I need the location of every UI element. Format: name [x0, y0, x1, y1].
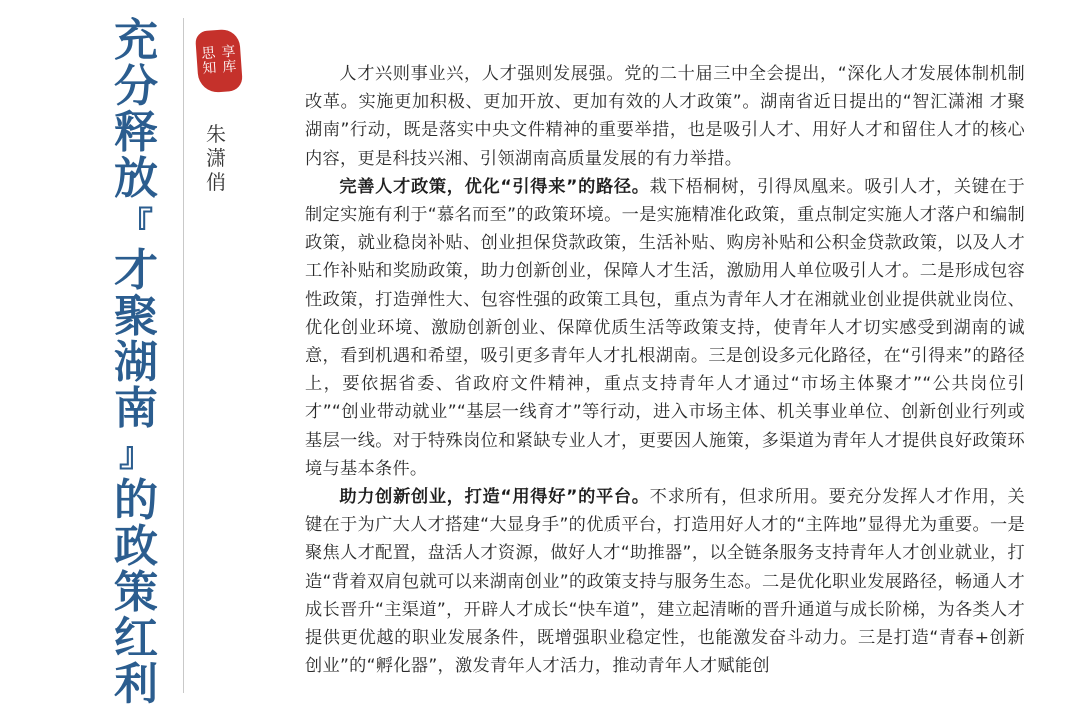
- paragraph-text: 栽下梧桐树，引得凤凰来。吸引人才，关键在于制定实施有利于“慕名而至”的政策环境。一是实施精准化政策，重点制定实施人才落户和编制政策，就业稳岗补贴、创业担保贷款政策，生活补贴、购房补贴和公积金贷款政策，以及人才工作补贴和奖励政策，助力创新创业，保障人才生活，激励用人单位吸引人才。二是形成包容性政策，打造弹性大、包容性强的政策工具包，重点为青年人才在湘就业创业提供就业岗位、优化创业环境、激励创新创业、保障优质生活等政策支持，使青年人才切实感受到湖南的诚意，看到机遇和希望，吸引更多青年人才扎根湖南。三是创设多元化路径，在“引得来”的路径上，要依据省委、省政府文件精神，重点支持青年人才通过“市场主体聚才”“公共岗位引才”“创业带动就业”“基层一线育才”等行动，进入市场主体、机关事业单位、创新创业行列或基层一线。对于特殊岗位和紧缺专业人才，更要因人施策，多渠道为青年人才提供良好政策环境与基本条件。: [305, 176, 1025, 479]
- title-char: 策: [114, 567, 158, 618]
- paragraph-text: 不求所有，但求所用。要充分发挥人才作用，关键在于为广大人才搭建“大显身手”的优质平台，打造用好人才的“主阵地”显得尤为重要。一是聚焦人才配置，盘活人才资源，做好人才“助推器”，以全链条服务支持青年人才创业就业，打造“背着双肩包就可以来湖南创业”的政策支持与服务生态。二是优化职业发展路径，畅通人才成长晋升“主渠道”，开辟人才成长“快车道”，建立起清晰的晋升通道与成长阶梯，为各类人才提供更优越的职业发展条件，既增强职业稳定性，也能激发奋斗动力。三是打造“青春+创新创业”的“孵化器”，激发青年人才活力，推动青年人才赋能创: [305, 487, 1025, 677]
- title-char: 分: [114, 61, 158, 112]
- author-char: 俏: [206, 170, 226, 194]
- paragraph-platform: [305, 483, 1025, 680]
- title-char: 湖: [114, 337, 158, 388]
- title-char: 『: [119, 205, 153, 245]
- title-char: 政: [114, 521, 158, 572]
- paragraph-text: 人才兴则事业兴，人才强则发展强。党的二十届三中全会提出，“深化人才发展体制机制改革。实施更加积极、更加开放、更加有效的人才政策”。湖南省近日提出的“智汇潇湘 才聚湖南”行动，既是落实中央文件精神的重要举措，也是吸引人才、用好人才和留住人才的核心内容，更是科技兴湘、引领湖南高质量发展的有力举措。: [305, 64, 1025, 169]
- vertical-divider: [183, 18, 184, 693]
- section-heading: 助力创新创业，打造“用得好”的平台。: [339, 487, 650, 508]
- article-title: [112, 15, 160, 710]
- title-char: 南: [114, 383, 158, 434]
- author-char: 潇: [206, 146, 226, 170]
- seal-char: 思: [200, 45, 217, 63]
- title-char: 聚: [114, 291, 158, 342]
- section-heading: 完善人才政策，优化“引得来”的路径。: [339, 176, 650, 197]
- paragraph-policy: [305, 173, 1025, 483]
- author-name: [203, 122, 229, 194]
- title-char: 利: [114, 659, 158, 710]
- title-char: 的: [114, 475, 158, 526]
- seal-stamp: [195, 29, 243, 94]
- title-char: 释: [114, 107, 158, 158]
- title-char: 红: [114, 613, 158, 664]
- title-char: 才: [114, 245, 158, 296]
- title-char: 』: [119, 435, 153, 475]
- author-char: 朱: [206, 122, 226, 146]
- article-body: [305, 60, 1025, 680]
- title-char: 放: [114, 153, 158, 204]
- title-char: 充: [114, 15, 158, 66]
- seal-char: 库: [221, 58, 238, 76]
- seal-char: 享: [220, 43, 236, 61]
- paragraph-intro: [305, 60, 1025, 173]
- seal-char: 知: [201, 60, 218, 78]
